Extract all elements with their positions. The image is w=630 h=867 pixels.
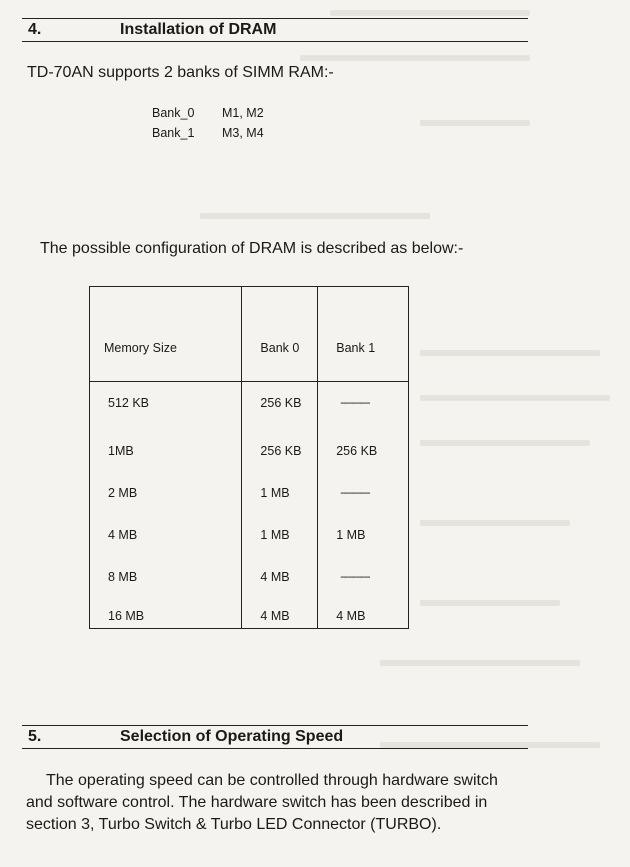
table-cell [242,382,318,425]
paragraph-line: The operating speed can be controlled through hardware switch [46,772,498,789]
paragraph-line: and software control. The hardware switch has been described in [26,794,488,811]
bank-1-value: ----------- [340,397,370,409]
table-cell [318,508,409,550]
header-memory-size: Memory Size [90,287,242,382]
bank-1-value: 256 KB [336,444,378,458]
bank-row [152,103,264,123]
paragraph-line: section 3, Turbo Switch & Turbo LED Connector (TURBO). [26,816,442,833]
bank-0-value: 1 MB [260,528,290,542]
bank-1-value: ----------- [340,487,370,499]
section-4-header [22,18,528,42]
table-cell [318,424,409,466]
bank-0-value: 1 MB [260,486,290,500]
memory-size: 512 KB [108,396,150,410]
table-cell [90,550,242,592]
table-cell [242,550,318,592]
bank-0-value: 4 MB [260,570,290,584]
memory-size: 2 MB [108,486,138,500]
memory-size: 8 MB [108,570,138,584]
table-cell [242,466,318,508]
bleed-through-mark [420,440,590,446]
bank-0-value: 256 KB [260,396,302,410]
speed-paragraph [26,770,626,836]
bank-name: Bank_1 [152,126,195,140]
header-bank-0: Bank 0 [242,287,318,382]
table-cell [90,382,242,425]
section-number: 5. [28,728,42,745]
memory-size: 1MB [108,444,134,458]
table-row [90,382,409,425]
bleed-through-mark [420,395,610,401]
bleed-through-mark [420,520,570,526]
table-cell [90,424,242,466]
bleed-through-mark [420,120,530,126]
table-header-row [90,287,409,382]
table-cell [242,508,318,550]
table-cell [318,382,409,425]
table-row [90,508,409,550]
bank-1-value: 1 MB [336,528,366,542]
table-cell [318,592,409,629]
table-cell [90,592,242,629]
bank-1-value: 4 MB [336,609,366,623]
bleed-through-mark [420,600,560,606]
section-title: Installation of DRAM [120,21,277,38]
table-cell [90,466,242,508]
dram-config-table [89,286,409,629]
bank-modules: M3, M4 [222,126,264,140]
memory-size: 4 MB [108,528,138,542]
bleed-through-mark [200,213,430,219]
config-intro-text: The possible configuration of DRAM is described as below:- [40,240,464,257]
table-cell [318,550,409,592]
bank-0-value: 4 MB [260,609,290,623]
table-cell [318,466,409,508]
intro-text: TD-70AN supports 2 banks of SIMM RAM:- [27,64,334,81]
table-row [90,550,409,592]
section-5-header [22,725,528,749]
bank-name: Bank_0 [152,106,195,120]
section-title: Selection of Operating Speed [120,728,344,745]
table-row [90,424,409,466]
table-cell [242,592,318,629]
table-cell [242,424,318,466]
bleed-through-mark [380,660,580,666]
bank-1-value: ----------- [340,571,370,583]
bank-modules: M1, M2 [222,106,264,120]
bank-list [152,103,264,143]
header-bank-1: Bank 1 [318,287,409,382]
section-number: 4. [28,21,42,38]
table-row [90,466,409,508]
bank-0-value: 256 KB [260,444,302,458]
bleed-through-mark [330,10,530,16]
bleed-through-mark [420,350,600,356]
table-row [90,592,409,629]
memory-size: 16 MB [108,609,145,623]
bleed-through-mark [300,55,530,61]
bank-row [152,123,264,143]
table-cell [90,508,242,550]
